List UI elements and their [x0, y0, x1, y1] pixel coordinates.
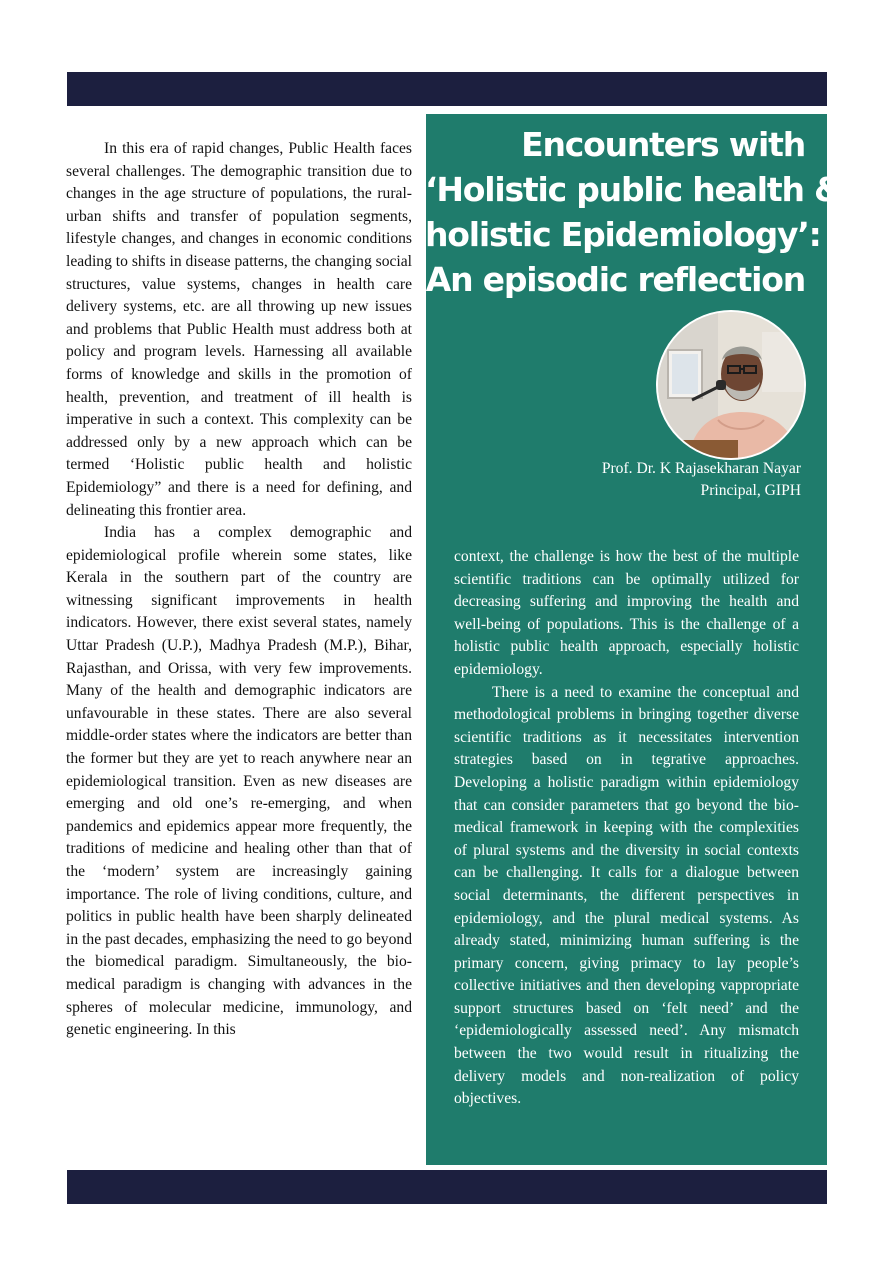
- author-info: [602, 458, 801, 502]
- title-line-2: ‘Holistic public health &: [425, 170, 842, 209]
- author-name: Prof. Dr. K Rajasekharan Nayar: [601, 460, 801, 477]
- author-position: Principal, GIPH: [700, 482, 801, 499]
- right-paragraph-1: context, the challenge is how the best of the multiple scientific traditions can be optimally utilized for decreasing suffering and improving the health and well-being of populations. This is the challenge of a holistic public health approach, especially holistic epidemiology.: [454, 548, 799, 678]
- article-title: [425, 122, 842, 302]
- article-panel: [425, 114, 842, 1165]
- title-line-3: holistic Epidemiology’:: [425, 215, 821, 254]
- left-column: [66, 138, 412, 1042]
- title-line-4: An episodic reflection: [425, 260, 805, 299]
- footer-bar: [67, 1170, 827, 1204]
- right-column: [454, 546, 799, 1111]
- left-paragraph-2: India has a complex demographic and epidemiological profile wherein some states, like Kerala in the southern part of the country are witnessing significant improvements in health indicators. However, there exist several states, namely Uttar Pradesh (U.P.), Madhya Pradesh (M.P.), Bihar, Rajasthan, and Orissa, with very few improvements. Many of the health and demographic indicators are unfavourable in these states. There are also several middle-order states where the indicators are better than the former but they are yet to reach anywhere near an epidemiological transition. Even as new diseases are emerging and old one’s re-emerging, and when pandemics and epidemics appear more frequently, the traditions of medicine and healing other than that of the ‘modern’ system are increasingly gaining importance. The role of living conditions, culture, and politics in public health have been sharply delineated in the past decades, emphasizing the need to go beyond the biomedical paradigm. Simultaneously, the bio-medical paradigm is changing with advances in the spheres of molecular medicine, immunology, and genetic engineering. In this: [66, 524, 412, 1039]
- author-photo: [656, 310, 806, 460]
- left-paragraph-1: In this era of rapid changes, Public Health faces several challenges. The demographic transition due to changes in the age structure of populations, the rural-urban shifts and transfer of population segments, lifestyle changes, and changes in economic conditions leading to shifts in disease patterns, the changing social structures, value systems, changes in health care delivery systems, etc. are all throwing up new issues and problems that Public Health must address both at policy and program levels. Harnessing all available forms of knowledge and skills in the promotion of health, prevention, and treatment of ill health is imperative in such a context. This complexity can be addressed only by a new approach which can be termed ‘Holistic public health and holistic Epidemiology” and there is a need for defining, and delineating this frontier area.: [66, 140, 413, 519]
- title-line-1: Encounters with: [521, 125, 805, 164]
- author-portrait-illustration: [658, 312, 804, 458]
- right-paragraph-2: There is a need to examine the conceptual and methodological problems in bringing together diverse scientific traditions as it necessitates intervention strategies based on in tegrative approaches. Developing a holistic paradigm within epidemiology that can consider parameters that go beyond the bio-medical framework in keeping with the complexities of plural systems and the diversity in social contexts can be challenging. It calls for a dialogue between social determinants, the different perspectives in epidemiology, and the plural medical systems. As already stated, minimizing human suffering is the primary concern, giving primacy to lay people’s collective initiatives and then developing vappropriate support structures based on ‘felt need’ and the ‘epidemiologically assessed need’. Any mismatch between the two would result in ritualizing the delivery models and non-realization of policy objectives.: [454, 683, 799, 1108]
- header-bar: [67, 72, 827, 106]
